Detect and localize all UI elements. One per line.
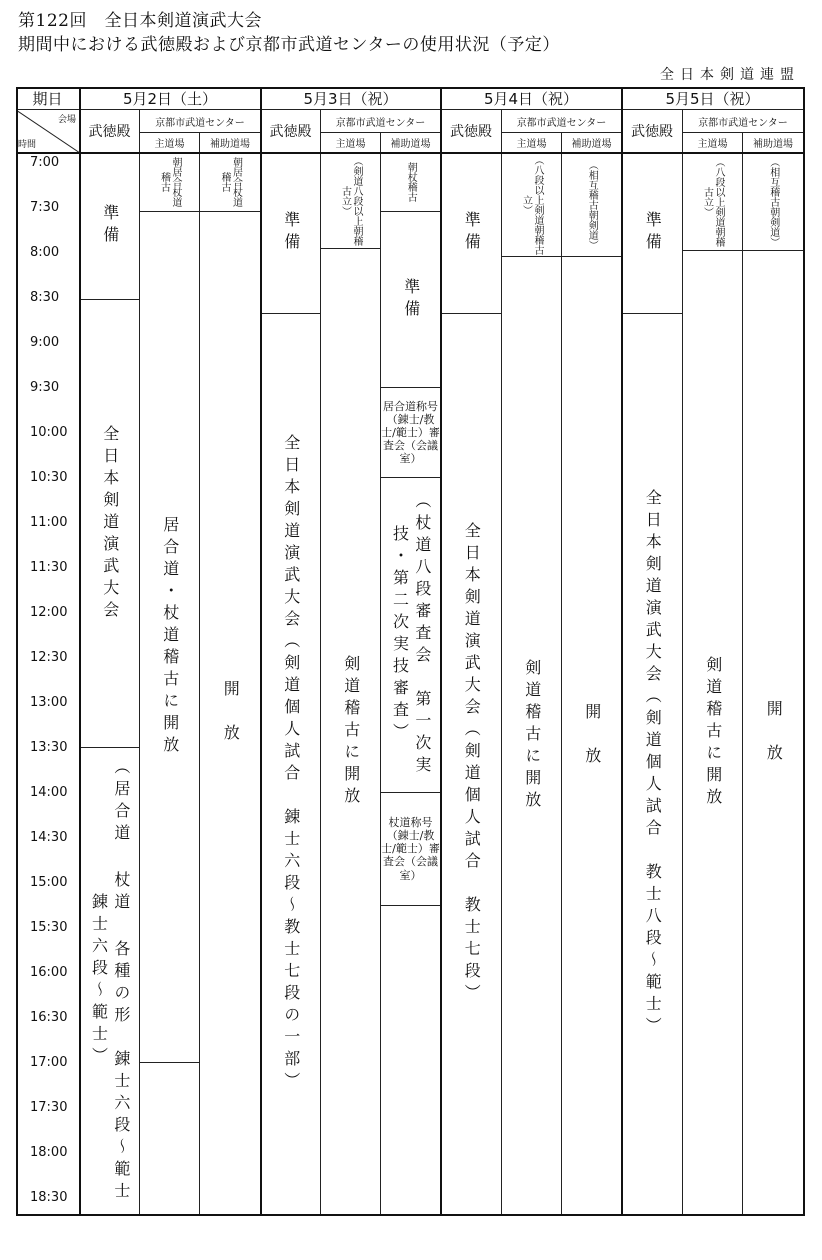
organization-name: 全日本剣道連盟	[660, 67, 800, 83]
center-header-1: 京都市武道センター	[140, 110, 261, 133]
day-separator	[79, 87, 81, 1215]
time-label-row: 16:00	[30, 965, 68, 980]
d3-main-open: 剣道稽古に開放	[502, 257, 562, 1215]
time-label-row: 9:30	[30, 380, 60, 395]
time-label-row: 16:30	[30, 1010, 68, 1025]
d1-sub-open: 開 放	[200, 212, 261, 1215]
d2-sub-empty	[381, 906, 441, 1216]
venue-label: 会場	[57, 115, 76, 125]
day-header-4: 5月5日（祝）	[622, 87, 804, 110]
d4-sub-open: 開 放	[743, 251, 804, 1215]
d4-sub-morning: （相互稽古朝剣道）	[743, 153, 804, 251]
main-dojo-header-3: 主道場	[502, 133, 562, 153]
d4-butokuden-event: 全日本剣道演武大会（剣道個人試合 教士八段〜範士）	[622, 314, 683, 1215]
time-label-row: 13:30	[30, 740, 68, 755]
d2-sub-morning: 朝杖稽古	[381, 153, 441, 212]
d2-butokuden-event: 全日本剣道演武大会（剣道個人試合 錬士六段〜教士七段の一部）	[261, 314, 321, 1215]
time-label-row: 7:00	[30, 155, 60, 170]
venue-time-header	[16, 110, 80, 153]
time-label-row: 15:30	[30, 920, 68, 935]
butokuden-header-2: 武徳殿	[261, 110, 321, 153]
time-label-row: 14:30	[30, 830, 68, 845]
sub-dojo-header-2: 補助道場	[381, 133, 441, 153]
d2-sub-jodo-exam: （杖道八段審査会 第一次実技・第二次実技審査）	[381, 478, 441, 793]
time-label-row: 11:30	[30, 560, 68, 575]
period-header: 期日	[16, 87, 80, 110]
center-header-3: 京都市武道センター	[502, 110, 622, 133]
time-label-row: 10:00	[30, 425, 68, 440]
time-label-row: 17:30	[30, 1100, 68, 1115]
day-header-3: 5月4日（祝）	[441, 87, 622, 110]
header-separator	[16, 152, 804, 154]
time-label-row: 9:00	[30, 335, 60, 350]
butokuden-header-1: 武徳殿	[80, 110, 140, 153]
sub-dojo-header-1: 補助道場	[200, 133, 261, 153]
d1-butokuden-kata: （居合道 杖道 各種の形 錬士六段〜範士 錬士六段〜範士）	[80, 748, 140, 1215]
d4-main-open: 剣道稽古に開放	[683, 251, 743, 1215]
d1-butokuden-event: 全日本剣道演武大会	[80, 300, 140, 748]
day-separator	[621, 87, 623, 1215]
d1-main-morning: 朝居合杖道稽古	[140, 153, 200, 212]
time-label: 時間	[18, 140, 37, 150]
time-label-row: 11:00	[30, 515, 68, 530]
sub-dojo-header-3: 補助道場	[562, 133, 622, 153]
d2-main-morning: （剣道八段以上朝稽古立）	[321, 153, 381, 249]
d1-butokuden-prep: 準備	[80, 153, 140, 300]
time-label-row: 12:30	[30, 650, 68, 665]
sub-dojo-header-4: 補助道場	[743, 133, 804, 153]
d2-main-open: 剣道稽古に開放	[321, 249, 381, 1215]
d3-butokuden-prep: 準備	[441, 153, 502, 314]
center-header-4: 京都市武道センター	[683, 110, 804, 133]
d1-main-open: 居合道・杖道稽古に開放	[140, 212, 200, 1063]
center-header-2: 京都市武道センター	[321, 110, 441, 133]
time-label-row: 8:00	[30, 245, 60, 260]
main-dojo-header-1: 主道場	[140, 133, 200, 153]
title-line-1: 第122回 全日本剣道演武大会	[18, 11, 262, 31]
title-line-2: 期間中における武徳殿および京都市武道センターの使用状況（予定）	[18, 35, 560, 55]
day-header-2: 5月3日（祝）	[261, 87, 441, 110]
d2-sub-iai-exam: 居合道称号（錬士/教士/範士）審査会（会議室）	[381, 388, 441, 478]
time-label-row: 18:00	[30, 1145, 68, 1160]
time-label-row: 8:30	[30, 290, 60, 305]
day-header-1: 5月2日（土）	[80, 87, 261, 110]
d3-sub-open: 開 放	[562, 257, 622, 1215]
time-label-row: 15:00	[30, 875, 68, 890]
d3-main-morning: （八段以上剣道朝稽古立）	[502, 153, 562, 257]
time-label-row: 13:00	[30, 695, 68, 710]
d3-butokuden-event: 全日本剣道演武大会（剣道個人試合 教士七段）	[441, 314, 502, 1215]
time-label-row: 12:00	[30, 605, 68, 620]
day-separator	[440, 87, 442, 1215]
time-label-row: 10:30	[30, 470, 68, 485]
time-label-row: 17:00	[30, 1055, 68, 1070]
d2-sub-prep: 準備	[381, 212, 441, 388]
d3-sub-morning: （相互稽古朝剣道）	[562, 153, 622, 257]
d4-main-morning: （八段以上剣道朝稽古立）	[683, 153, 743, 251]
d2-sub-jodo-title-exam: 杖道称号（錬士/教士/範士）審査会（会議室）	[381, 793, 441, 906]
d1-sub-morning: 朝居合杖道稽古	[200, 153, 261, 212]
day-separator	[260, 87, 262, 1215]
time-label-row: 14:00	[30, 785, 68, 800]
d1-main-empty	[140, 1063, 200, 1215]
time-label-row: 7:30	[30, 200, 60, 215]
main-dojo-header-4: 主道場	[683, 133, 743, 153]
time-label-row: 18:30	[30, 1190, 68, 1205]
main-dojo-header-2: 主道場	[321, 133, 381, 153]
d4-butokuden-prep: 準備	[622, 153, 683, 314]
butokuden-header-3: 武徳殿	[441, 110, 502, 153]
butokuden-header-4: 武徳殿	[622, 110, 683, 153]
d2-butokuden-prep: 準備	[261, 153, 321, 314]
